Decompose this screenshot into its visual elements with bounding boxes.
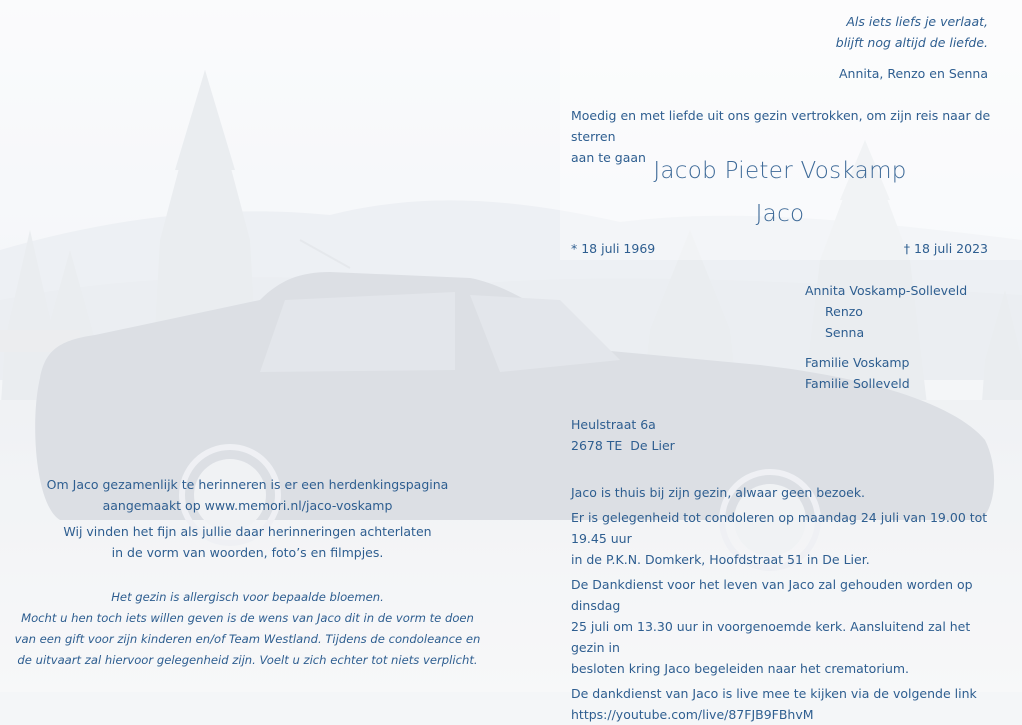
- address-street: Heulstraat 6a: [571, 417, 656, 432]
- flowers-notice: [10, 587, 485, 671]
- memorial-line-2: aangemaakt op www.memori.nl/jaco-voskamp: [102, 498, 393, 513]
- memorial-line-4: in de vorm van woorden, foto’s en filmpjes.: [111, 545, 384, 560]
- birth-date: * 18 juli 1969: [571, 241, 656, 256]
- family-name-1: Familie Voskamp: [805, 355, 910, 370]
- flowers-line-4: de uitvaart zal hiervoor gelegenheid zijn. Voelt u zich echter tot niets verplicht.: [17, 653, 478, 667]
- deceased-nickname: Jaco: [755, 201, 805, 227]
- deceased-full-name: Jacob Pieter Voskamp: [653, 158, 907, 184]
- poem-line-1: Als iets liefs je verlaat,: [846, 14, 988, 29]
- notice-live-1: De dankdienst van Jaco is live mee te kijken via de volgende link: [571, 686, 977, 701]
- notice-condolence-1: Er is gelegenheid tot condoleren op maandag 24 juli van 19.00 tot 19.45 uur: [571, 510, 988, 546]
- child-name-1: Renzo: [825, 304, 863, 319]
- address: [571, 414, 821, 456]
- notice-service-1: De Dankdienst voor het leven van Jaco zal gehouden worden op dinsdag: [571, 577, 973, 613]
- notice-service-2: 25 juli om 13.30 uur in voorgenoemde kerk. Aansluitend zal het gezin in: [571, 619, 971, 655]
- flowers-line-1: Het gezin is allergisch voor bepaalde bloemen.: [111, 590, 384, 604]
- family-name-2: Familie Solleveld: [805, 376, 910, 391]
- memorial-text: [20, 474, 475, 563]
- child-name-2: Senna: [825, 325, 865, 340]
- flowers-line-3: van een gift voor zijn kinderen en/of Team Westland. Tijdens de condoleance en: [14, 632, 481, 646]
- address-city: 2678 TE De Lier: [571, 438, 675, 453]
- poem-line-2: blijft nog altijd de liefde.: [835, 35, 988, 50]
- notice-home: Jaco is thuis bij zijn gezin, alwaar geen bezoek.: [571, 485, 866, 500]
- death-date: † 18 juli 2023: [903, 241, 988, 256]
- notice-block: [571, 482, 991, 725]
- flowers-line-2: Mocht u hen toch iets willen geven is de wens van Jaco dit in de vorm te doen: [21, 611, 474, 625]
- poem-signature: Annita, Renzo en Senna: [838, 66, 988, 81]
- poem: [588, 11, 988, 53]
- notice-condolence-2: in de P.K.N. Domkerk, Hoofdstraat 51 in De Lier.: [571, 552, 870, 567]
- intro-line-2: aan te gaan: [571, 150, 646, 165]
- livestream-link[interactable]: https://youtube.com/live/87FJB9FBhvM: [571, 707, 814, 722]
- memorial-line-3: Wij vinden het fijn als jullie daar herinneringen achterlaten: [63, 524, 432, 539]
- spouse-name: Annita Voskamp-Solleveld: [805, 283, 968, 298]
- intro-line-1: Moedig en met liefde uit ons gezin vertrokken, om zijn reis naar de sterren: [571, 108, 991, 144]
- family-list: [805, 280, 1015, 394]
- notice-service-3: besloten kring Jaco begeleiden naar het crematorium.: [571, 661, 910, 676]
- memorial-line-1: Om Jaco gezamenlijk te herinneren is er een herdenkingspagina: [46, 477, 449, 492]
